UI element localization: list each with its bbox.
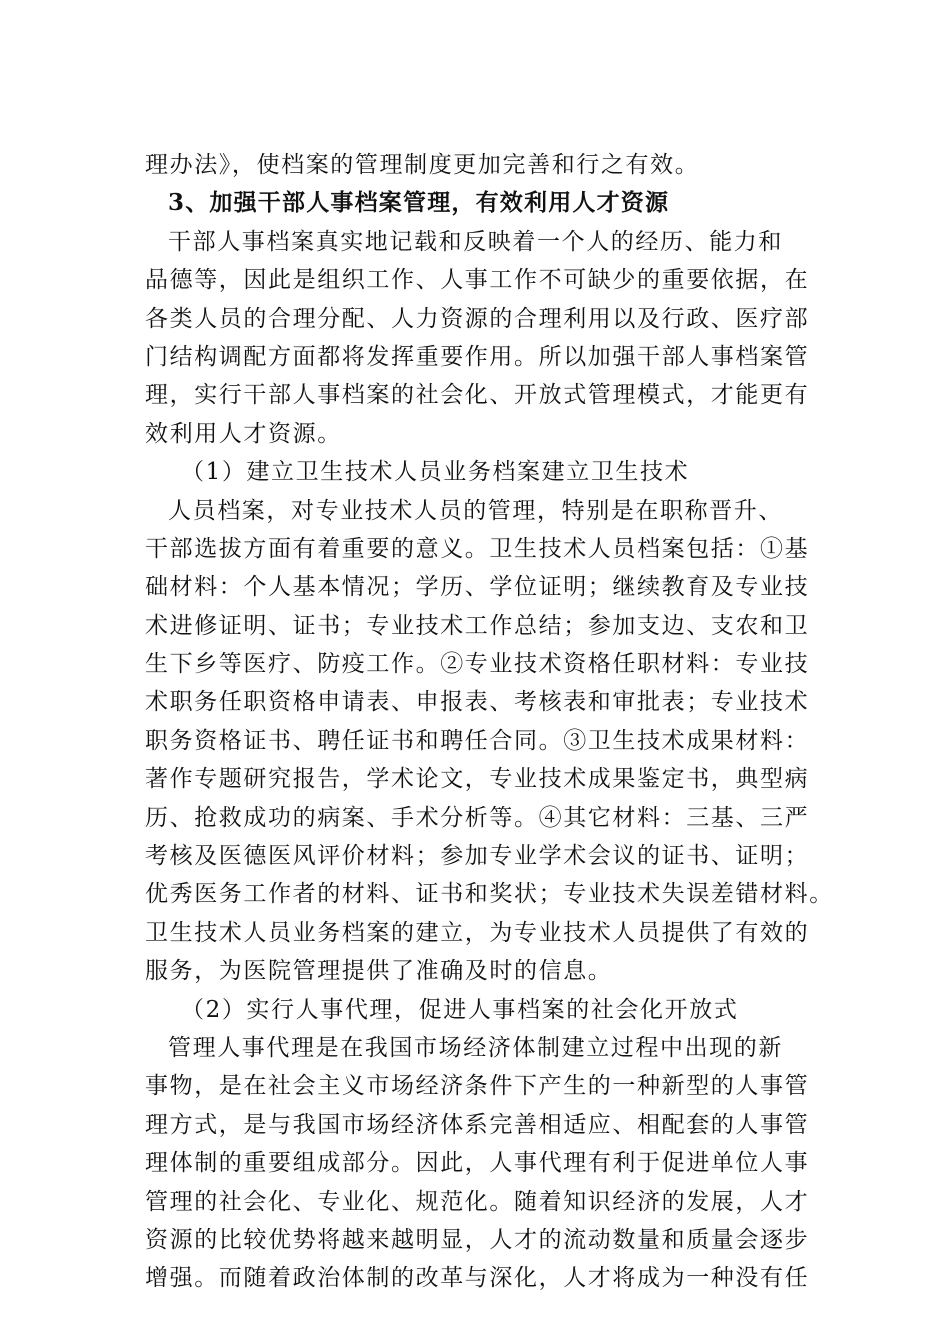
text-line: 考核及医德医风评价材料；参加专业学术会议的证书、证明； [145, 843, 810, 870]
text-line: 术进修证明、证书；专业技术工作总结；参加支边、支农和卫 [145, 612, 810, 639]
text-line: 理办法》，使档案的管理制度更加完善和行之有效。 [145, 152, 700, 178]
subheading: （2）实行人事代理，促进人事档案的社会化开放式 [181, 996, 739, 1023]
text-line: 础材料：个人基本情况；学历、学位证明；继续教育及专业技 [145, 574, 810, 601]
text-line: 术职务任职资格申请表、申报表、考核表和审批表；专业技术 [145, 689, 810, 716]
text-line: 服务，为医院管理提供了准确及时的信息。 [145, 958, 613, 985]
paragraph-first-line: 人员档案，对专业技术人员的管理，特别是在职称晋升、 [168, 497, 783, 524]
text-line: 干部选拔方面有着重要的意义。卫生技术人员档案包括：①基 [145, 535, 810, 562]
text-line: 增强。而随着政治体制的改革与深化，人才将成为一种没有任 [145, 1265, 810, 1292]
paragraph-first-line: 干部人事档案真实地记载和反映着一个人的经历、能力和 [168, 228, 783, 255]
text-line: 事物，是在社会主义市场经济条件下产生的一种新型的人事管 [145, 1073, 810, 1100]
text-line: 理方式，是与我国市场经济体系完善相适应、相配套的人事管 [145, 1111, 810, 1138]
text-line: 历、抢救成功的病案、手术分析等。④其它材料：三基、三严 [145, 804, 810, 831]
paragraph-first-line: 管理人事代理是在我国市场经济体制建立过程中出现的新 [168, 1034, 783, 1061]
text-line: 优秀医务工作者的材料、证书和奖状；专业技术失误差错材料。 [145, 881, 834, 908]
subheading: （1）建立卫生技术人员业务档案建立卫生技术 [181, 459, 690, 486]
text-line: 理体制的重要组成部分。因此，人事代理有利于促进单位人事 [145, 1150, 810, 1177]
text-line: 理，实行干部人事档案的社会化、开放式管理模式，才能更有 [145, 382, 810, 409]
text-line: 资源的比较优势将越来越明显，人才的流动数量和质量会逐步 [145, 1226, 810, 1253]
text-line: 效利用人才资源。 [145, 420, 342, 447]
text-line: 著作专题研究报告，学术论文，专业技术成果鉴定书，典型病 [145, 766, 810, 793]
text-line: 门结构调配方面都将发挥重要作用。所以加强干部人事档案管 [145, 343, 810, 370]
section-heading: 3、加强干部人事档案管理，有效利用人才资源 [168, 189, 670, 217]
text-line: 各类人员的合理分配、人力资源的合理利用以及行政、医疗部 [145, 305, 810, 332]
text-line: 职务资格证书、聘任证书和聘任合同。③卫生技术成果材料： [145, 727, 810, 754]
text-line: 卫生技术人员业务档案的建立，为专业技术人员提供了有效的 [145, 919, 810, 946]
body-text [145, 146, 835, 1298]
text-line: 品德等，因此是组织工作、人事工作不可缺少的重要依据，在 [145, 267, 810, 294]
text-line: 管理的社会化、专业化、规范化。随着知识经济的发展，人才 [145, 1188, 810, 1215]
text-line: 生下乡等医疗、防疫工作。②专业技术资格任职材料：专业技 [145, 651, 810, 678]
